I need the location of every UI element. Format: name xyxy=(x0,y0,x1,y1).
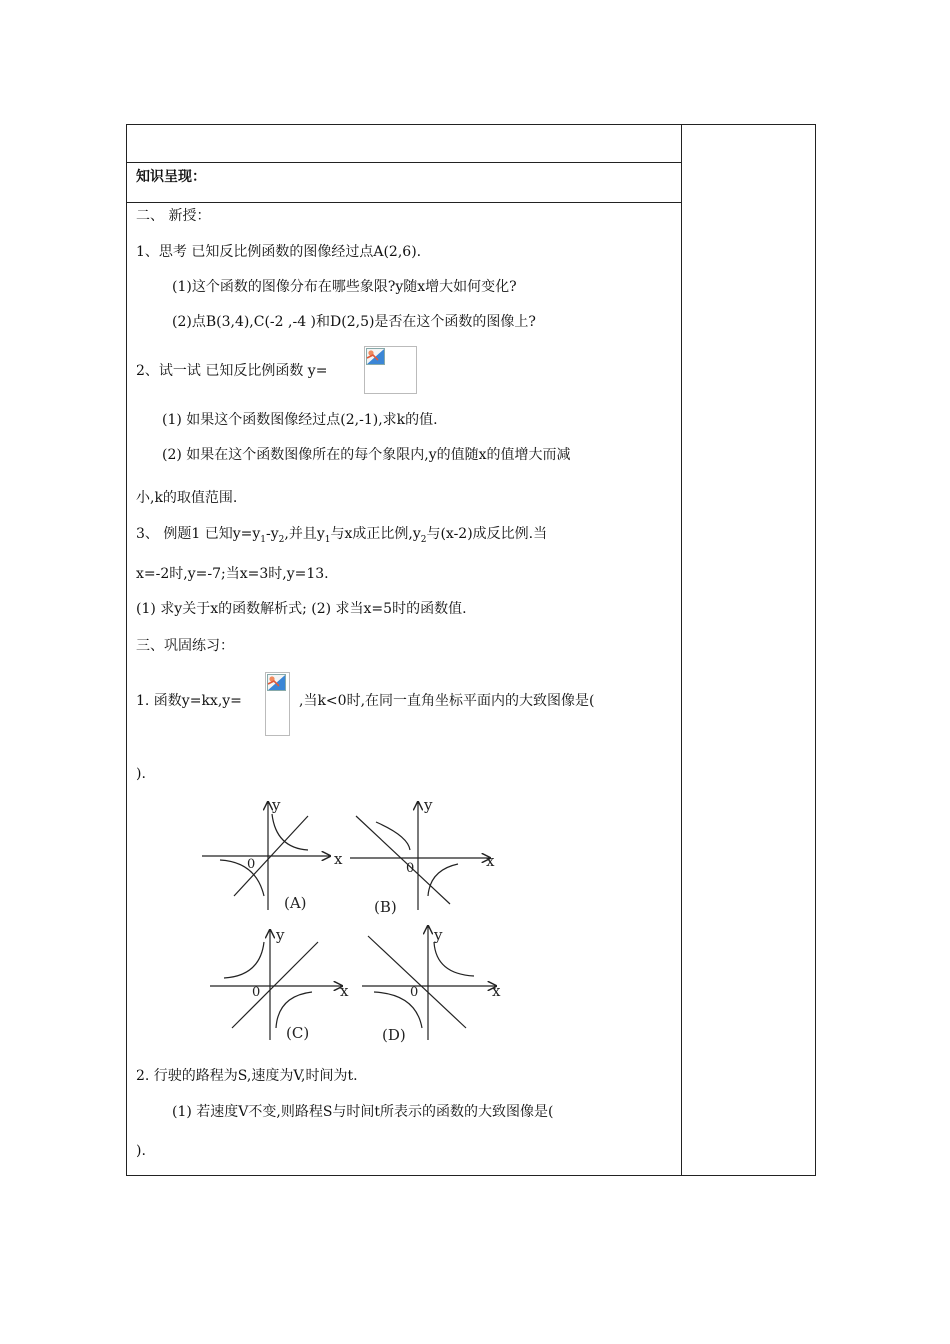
origin-label: 0 xyxy=(410,985,419,1000)
ex1-text-b: ,当k<0时,在同一直角坐标平面内的大致图像是( xyxy=(299,693,595,709)
ex2-part1-cont: ). xyxy=(136,1143,146,1159)
q3-line1: 3、 例题1 已知$y=y_1-y_2$,并且$y_1$与x成正比例$,y_2$与(x-2)成反比例.当 xyxy=(136,526,548,545)
axis-x-label: x xyxy=(340,982,349,1000)
section-heading: 知识呈现： xyxy=(136,169,206,185)
origin-label: 0 xyxy=(252,985,261,1000)
q2-title: 2、试一试 已知反比例函数 y= xyxy=(136,363,328,379)
q3-line3: (1) 求y关于x的函数解析式; (2) 求当x=5时的函数值. xyxy=(136,601,467,617)
formula-image xyxy=(364,346,417,394)
section-title: 三、巩固练习： xyxy=(136,638,234,654)
q2-part2: (2) 如果在这个函数图像所在的每个象限内,y的值随x的值增大而减 xyxy=(162,447,571,463)
option-label-a: (A) xyxy=(284,894,307,912)
section-title: 二、 新授： xyxy=(136,208,211,224)
axis-y-label: y xyxy=(424,796,433,814)
ex2-part1: (1) 若速度V不变,则路程S与时间t所表示的函数的大致图像是( xyxy=(172,1104,554,1120)
q3-line2: x=-2时,y=-7;当x=3时,y=13. xyxy=(136,566,329,582)
graph-options-figure xyxy=(196,792,516,1048)
q2-part2-cont: 小,k的取值范围. xyxy=(136,490,238,506)
graph-b xyxy=(350,802,490,910)
broken-image-icon xyxy=(366,348,385,365)
broken-image-icon xyxy=(267,674,286,691)
axis-y-label: y xyxy=(276,926,285,944)
origin-label: 0 xyxy=(406,861,415,876)
row-divider xyxy=(127,202,681,203)
q1-part2: (2)点B(3,4),C(-2 ,-4 )和D(2,5)是否在这个函数的图像上? xyxy=(172,314,536,330)
ex1-text-c: ). xyxy=(136,766,146,782)
option-label-c: (C) xyxy=(286,1024,310,1042)
graph-c xyxy=(210,930,342,1040)
q2-part1: (1) 如果这个函数图像经过点(2,-1),求k的值. xyxy=(162,412,438,428)
option-label-d: (D) xyxy=(382,1026,406,1044)
row-divider xyxy=(127,162,681,163)
option-label-b: (B) xyxy=(374,898,397,916)
formula-image xyxy=(265,672,290,736)
axis-x-label: x xyxy=(334,850,343,868)
origin-label: 0 xyxy=(247,857,256,872)
axis-y-label: y xyxy=(434,926,443,944)
ex1-text-a: 1. 函数y=kx,y= xyxy=(136,693,242,709)
graph-a xyxy=(202,802,330,910)
axis-x-label: x xyxy=(492,982,501,1000)
graph-d xyxy=(362,926,496,1040)
ex2-title: 2. 行驶的路程为S,速度为V,时间为t. xyxy=(136,1068,358,1084)
q1-title: 1、思考 已知反比例函数的图像经过点A(2,6). xyxy=(136,244,422,260)
q1-part1: (1)这个函数的图像分布在哪些象限?y随x增大如何变化? xyxy=(172,279,517,295)
axis-y-label: y xyxy=(272,796,281,814)
column-divider xyxy=(681,125,682,1175)
axis-x-label: x xyxy=(486,852,495,870)
